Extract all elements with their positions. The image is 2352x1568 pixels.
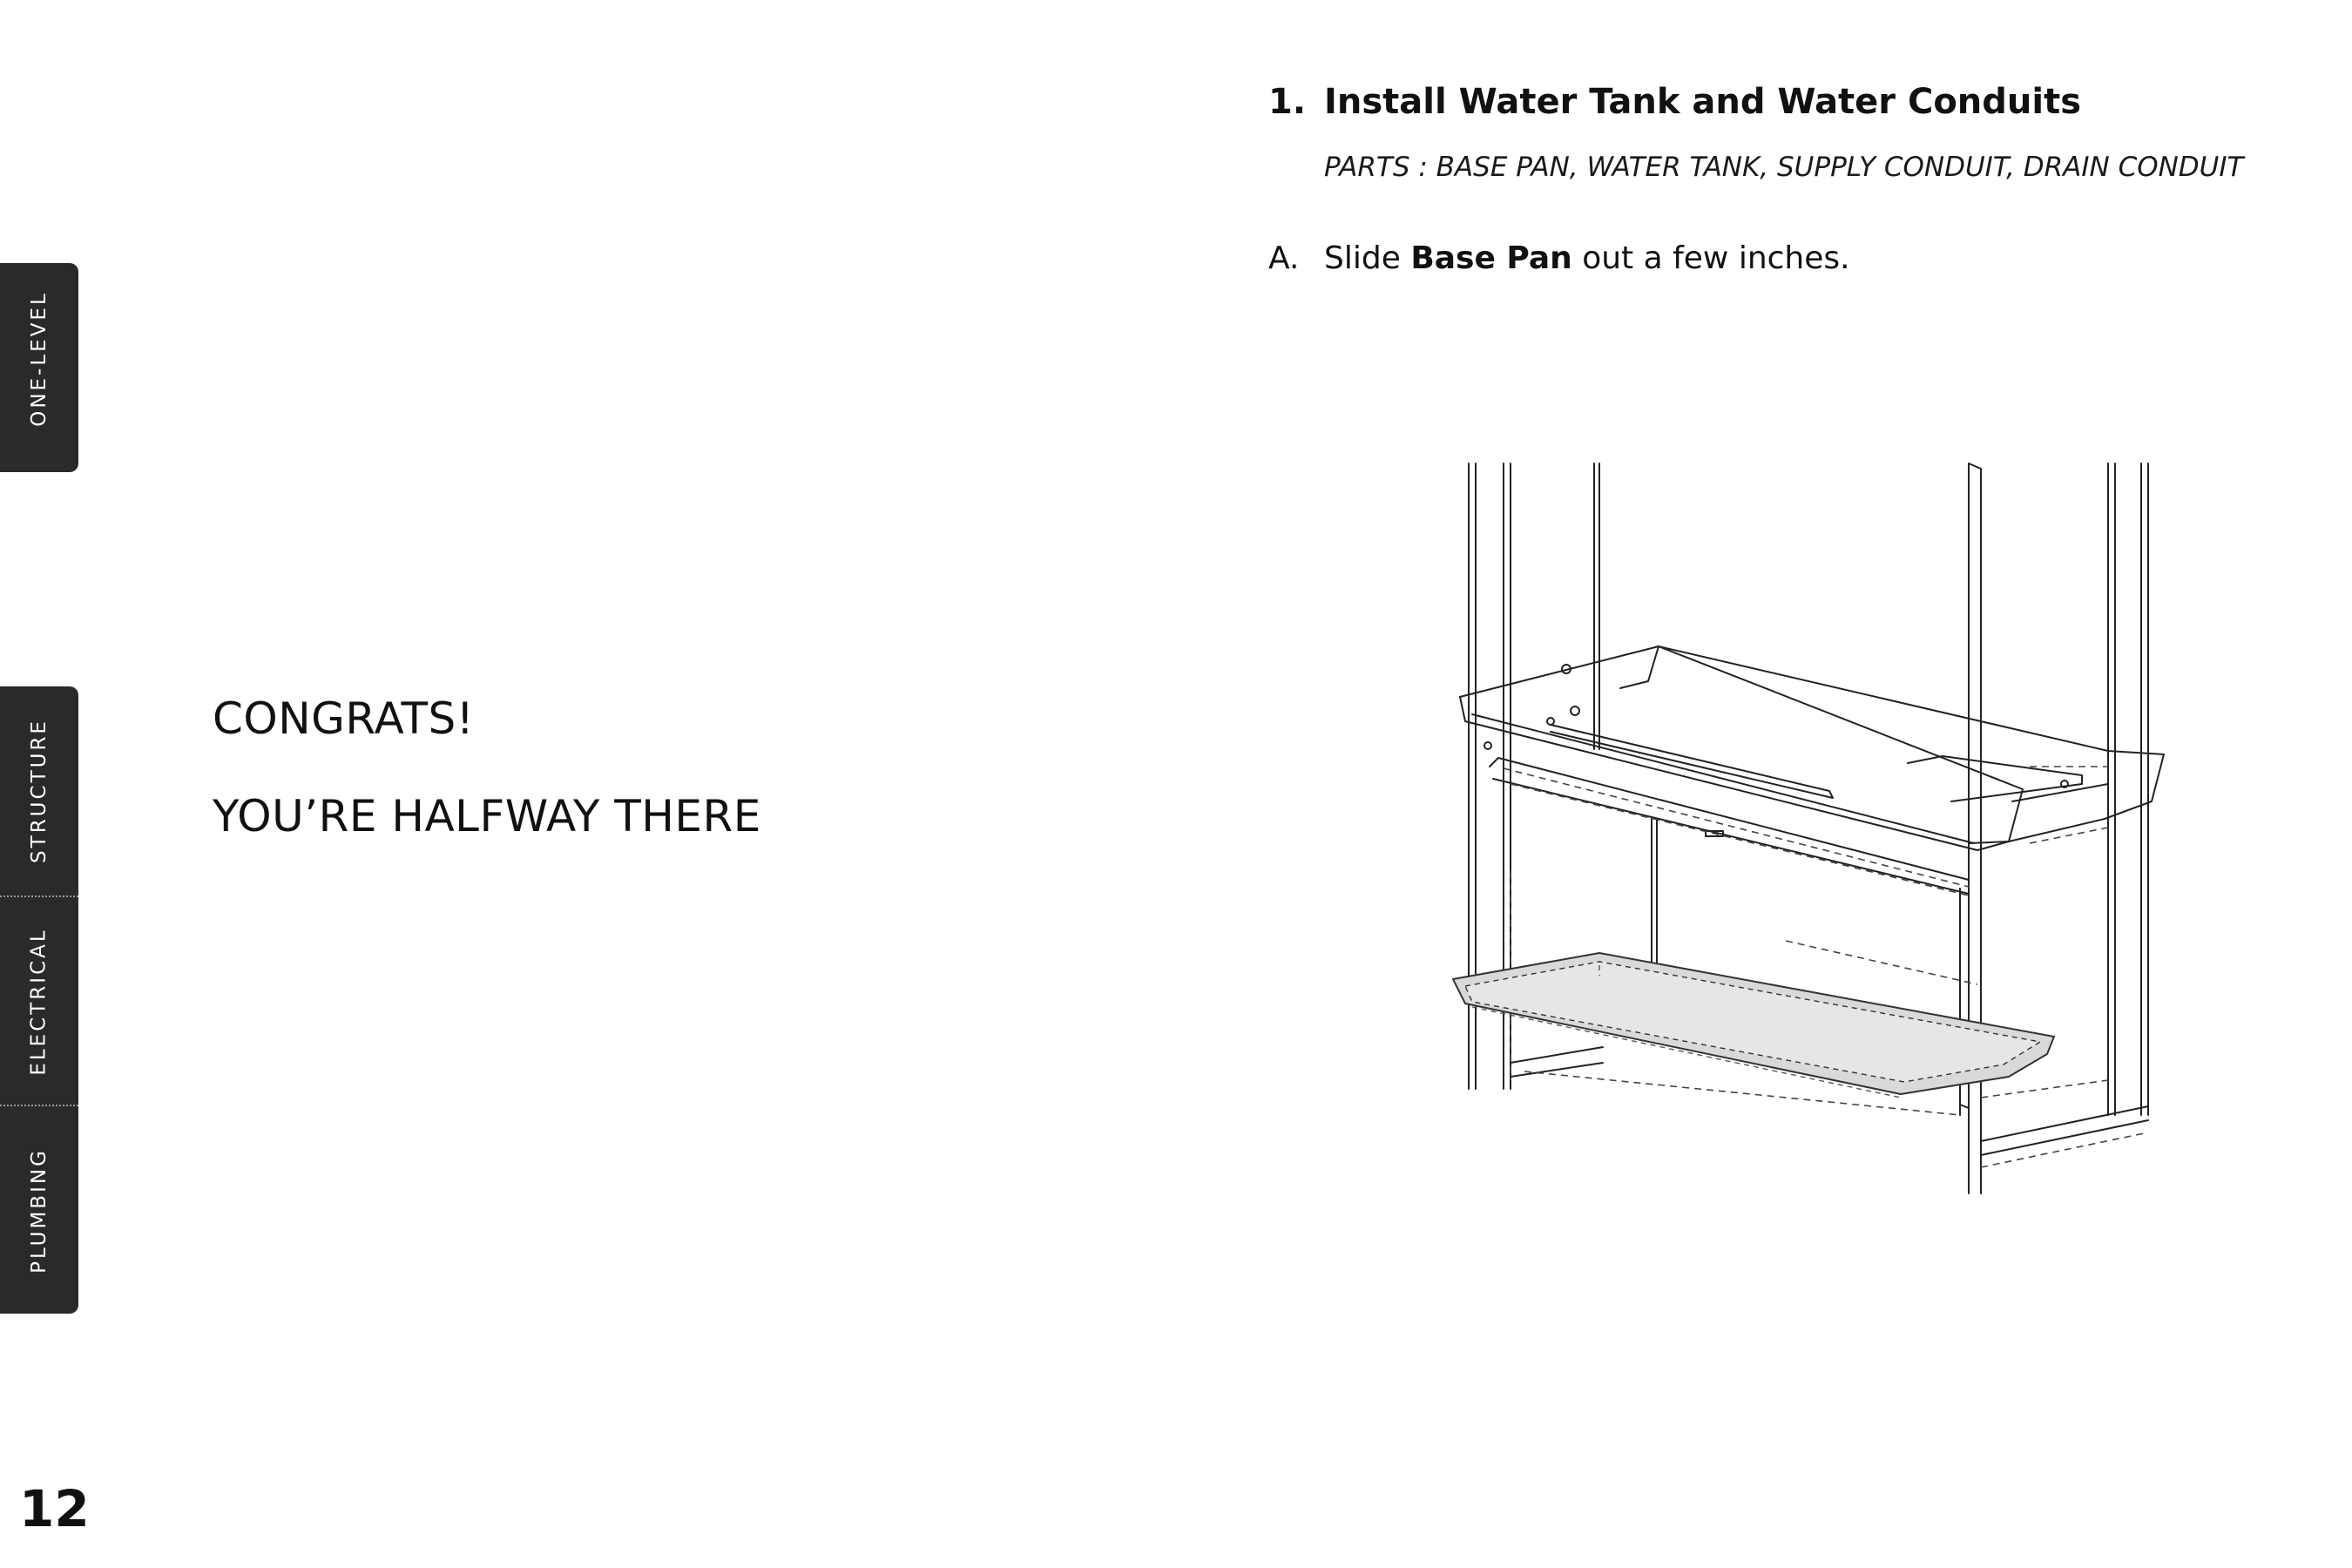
tab-structure-label: STRUCTURE [28, 719, 51, 863]
substep-text-after: out a few inches. [1571, 240, 1850, 276]
tab-electrical-label: ELECTRICAL [28, 928, 51, 1076]
page-number: 12 [19, 1479, 90, 1538]
tab-plumbing[interactable] [0, 1105, 78, 1315]
substep-text-before: Slide [1324, 240, 1411, 276]
substep-bold-part: Base Pan [1410, 240, 1572, 276]
tab-plumbing-label: PLUMBING [28, 1148, 51, 1274]
assembly-illustration [1420, 453, 2186, 1202]
substep-letter: A. [1268, 240, 1300, 276]
tab-electrical[interactable] [0, 896, 78, 1106]
step-number: 1. [1268, 82, 1307, 122]
substep-text [1324, 240, 1850, 276]
section-tabs [0, 686, 78, 1314]
parts-list: PARTS : BASE PAN, WATER TANK, SUPPLY CONDUIT, DRAIN CONDUIT [1324, 152, 2244, 183]
tab-structure[interactable] [0, 686, 78, 896]
halfway-heading: YOU’RE HALFWAY THERE [213, 791, 761, 841]
congrats-heading: CONGRATS! [213, 693, 475, 744]
tab-one-level-label: ONE-LEVEL [28, 291, 51, 427]
step-title: Install Water Tank and Water Conduits [1324, 82, 2082, 122]
tab-one-level[interactable] [0, 263, 78, 472]
